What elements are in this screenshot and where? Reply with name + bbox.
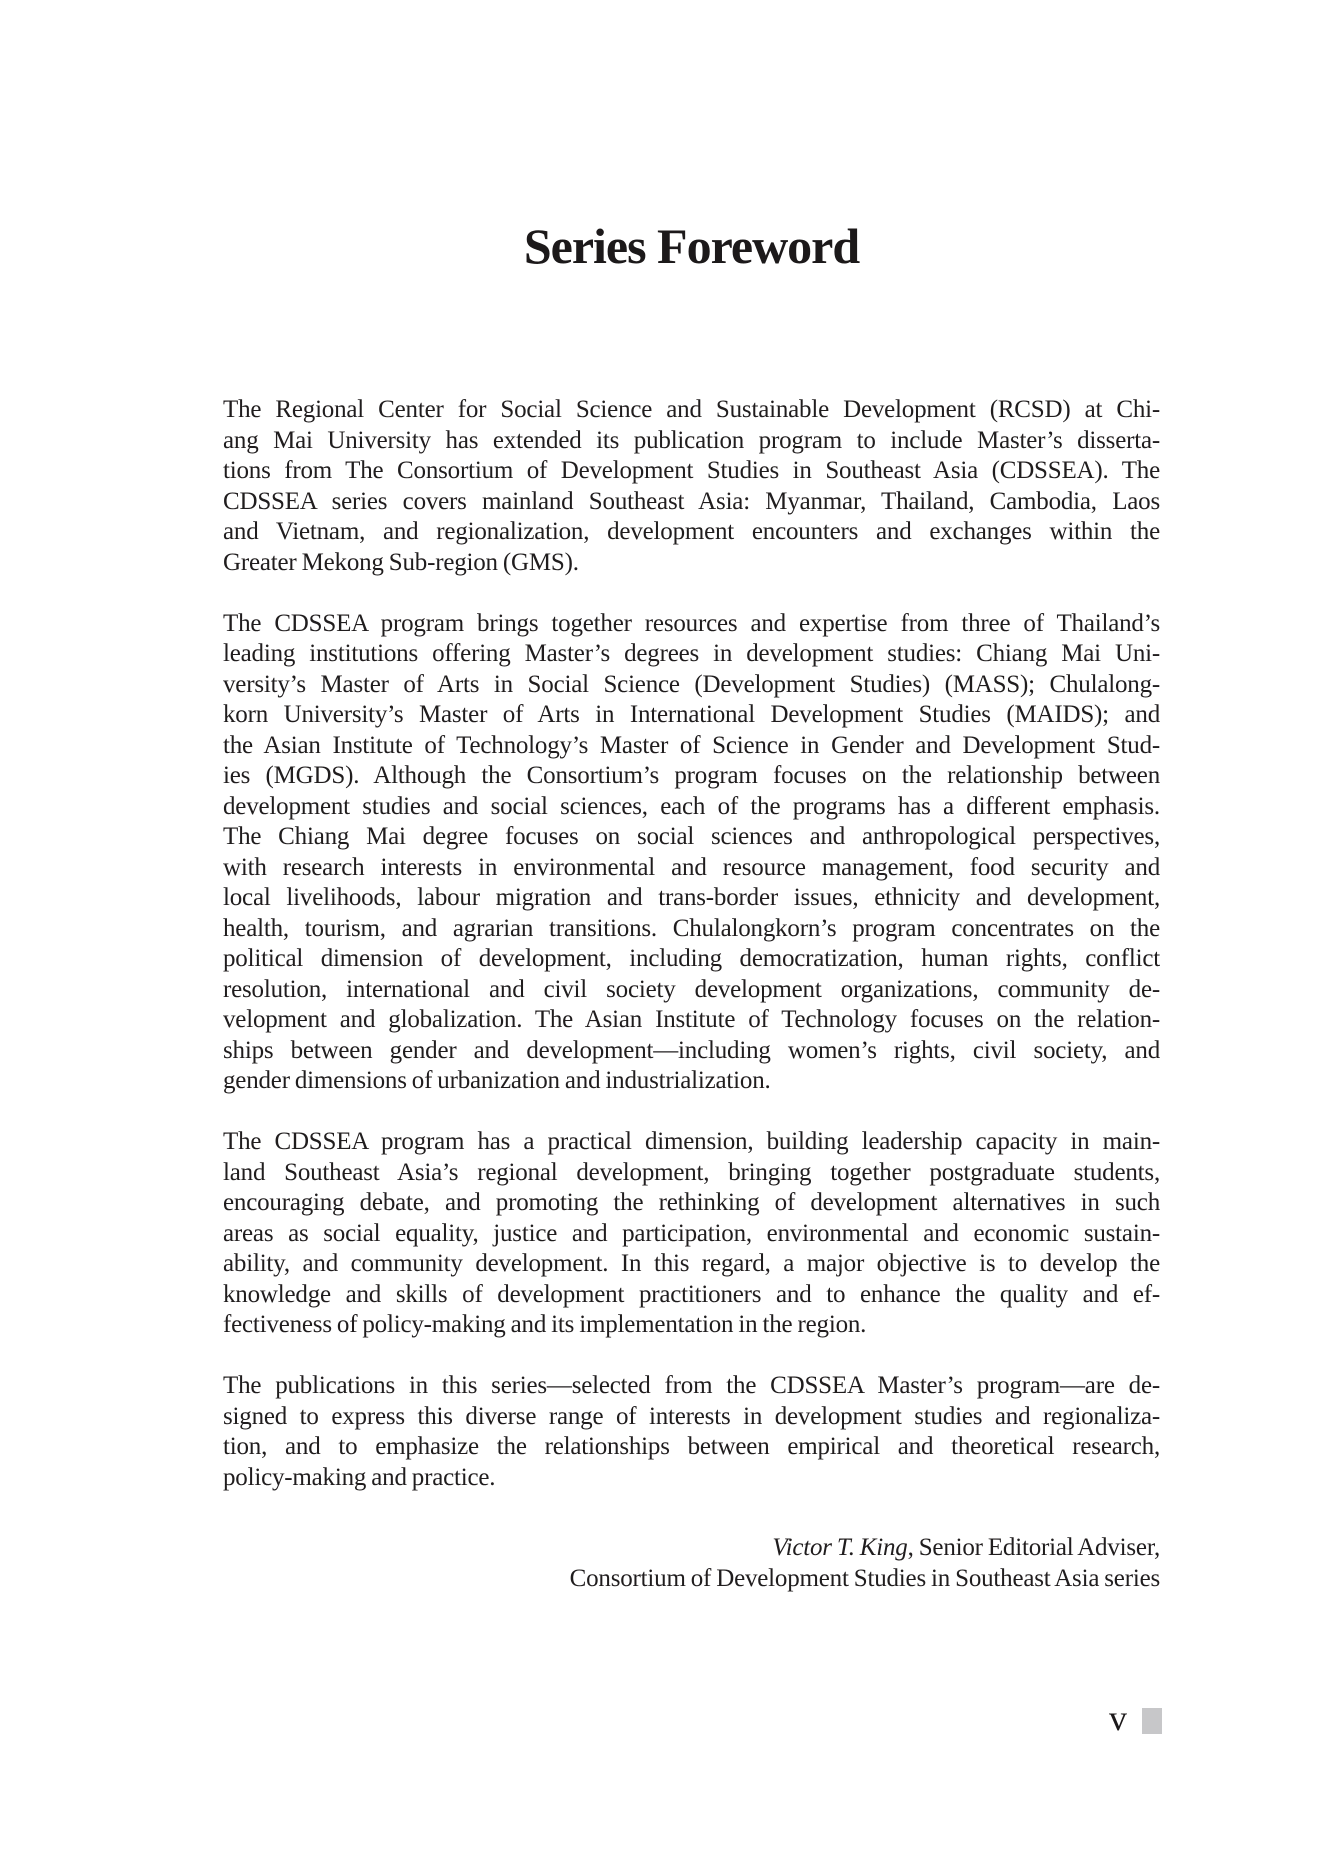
foreword-paragraph [223, 1371, 1160, 1493]
foreword-line: the Asian Institute of Technology’s Master of Science in Gender and Development Stud- [223, 731, 1160, 759]
foreword-line: encouraging debate, and promoting the rethinking of development alternatives in such [223, 1189, 1160, 1216]
foreword-body [223, 395, 1160, 1594]
foreword-line: CDSSEA series covers mainland Southeast Asia: Myanmar, Thailand, Cambodia, Laos [223, 487, 1160, 515]
foreword-line: velopment and globalization. The Asian Institute of Technology focuses on the relation- [223, 1006, 1160, 1033]
page-footer [1109, 1700, 1162, 1736]
foreword-paragraphs [223, 395, 1160, 1493]
foreword-line: development studies and social sciences, each of the programs has a different emphasis. [223, 792, 1160, 820]
page-title: Series Foreword [523, 218, 860, 274]
foreword-line: tion, and to emphasize the relationships between empirical and theoretical research, [223, 1433, 1160, 1460]
foreword-line: The Chiang Mai degree focuses on social sciences and anthropological perspectives, [223, 823, 1160, 850]
foreword-line: ships between gender and development—including women’s rights, civil society, and [223, 1036, 1160, 1064]
foreword-line: ies (MGDS). Although the Consortium’s program focuses on the relationship between [223, 762, 1160, 789]
foreword-line: health, tourism, and agrarian transitions. Chulalongkorn’s program concentrates on the [223, 914, 1160, 942]
foreword-line: knowledge and skills of development practitioners and to enhance the quality and ef- [223, 1280, 1160, 1308]
foreword-line: gender dimensions of urbanization and industrialization. [223, 1067, 771, 1094]
foreword-line: versity’s Master of Arts in Social Science (Development Studies) (MASS); Chulalong- [223, 670, 1160, 698]
foreword-line: The Regional Center for Social Science and Sustainable Development (RCSD) at Chi- [223, 396, 1160, 423]
foreword-line: The CDSSEA program brings together resources and expertise from three of Thailand’s [223, 609, 1160, 637]
foreword-line: leading institutions offering Master’s degrees in development studies: Chiang Mai Uni- [223, 640, 1160, 667]
signature-series-line: Consortium of Development Studies in Southeast Asia series [569, 1564, 1160, 1592]
foreword-line: The CDSSEA program has a practical dimension, building leadership capacity in main- [223, 1128, 1160, 1155]
foreword-line: political dimension of development, including democratization, human rights, conflict [223, 945, 1160, 972]
signature-block [223, 1533, 1160, 1594]
author-name: Victor T. King [772, 1534, 908, 1561]
foreword-line: fectiveness of policy-making and its implementation in the region. [223, 1311, 867, 1338]
foreword-line: policy-making and practice. [223, 1463, 496, 1491]
signature-author-line [223, 1533, 1160, 1564]
foreword-paragraph [223, 609, 1160, 1097]
foreword-line: ability, and community development. In this regard, a major objective is to develop the [223, 1250, 1160, 1277]
page-number: v [1109, 1698, 1127, 1738]
page-corner-marker [1142, 1708, 1162, 1734]
foreword-line: resolution, international and civil society development organizations, community de- [223, 975, 1160, 1003]
foreword-line: Greater Mekong Sub-region (GMS). [223, 548, 579, 576]
foreword-line: tions from The Consortium of Development Studies in Southeast Asia (CDSSEA). The [223, 457, 1160, 484]
author-role: , Senior Editorial Adviser, [907, 1534, 1160, 1561]
foreword-line: ang Mai University has extended its publication program to include Master’s disserta- [223, 426, 1160, 454]
foreword-line: with research interests in environmental and resource management, food security and [223, 853, 1160, 881]
foreword-paragraph [223, 395, 1160, 578]
foreword-line: land Southeast Asia’s regional development, bringing together postgraduate students, [223, 1158, 1160, 1186]
foreword-line: signed to express this diverse range of interests in development studies and regionaliza- [223, 1402, 1160, 1430]
foreword-line: and Vietnam, and regionalization, development encounters and exchanges within the [223, 518, 1160, 545]
foreword-line: areas as social equality, justice and participation, environmental and economic sustain- [223, 1219, 1160, 1247]
foreword-line: local livelihoods, labour migration and trans-border issues, ethnicity and development, [223, 884, 1160, 911]
foreword-paragraph [223, 1127, 1160, 1341]
foreword-line: korn University’s Master of Arts in International Development Studies (MAIDS); and [223, 701, 1160, 728]
foreword-line: The publications in this series—selected from the CDSSEA Master’s program—are de- [223, 1372, 1160, 1399]
